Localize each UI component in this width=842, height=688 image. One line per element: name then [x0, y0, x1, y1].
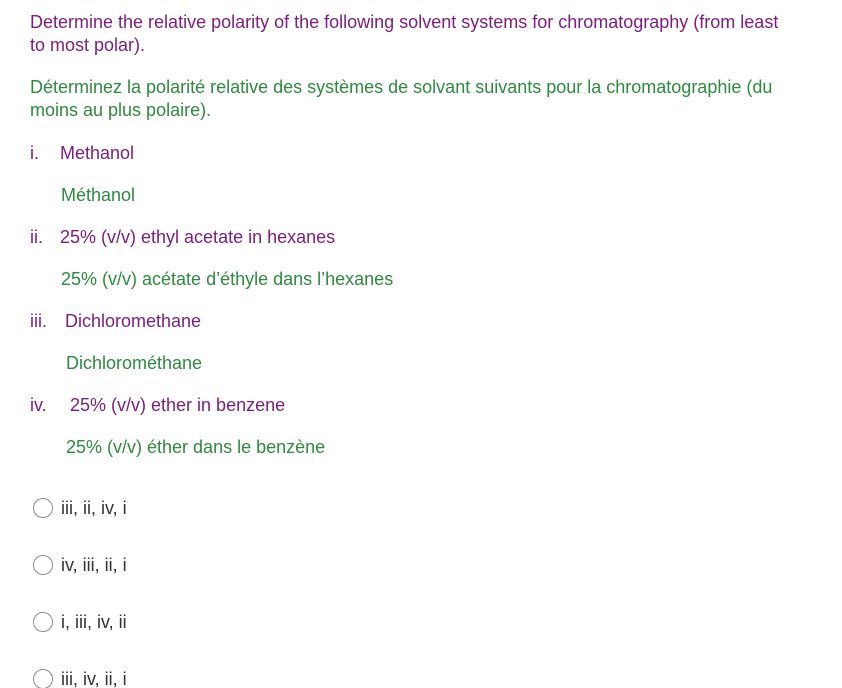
- radio-button[interactable]: [33, 669, 53, 688]
- solvent-name-french: 25% (v/v) acétate d’éthyle dans l’hexanes: [61, 269, 394, 289]
- answer-option-3[interactable]: [33, 610, 127, 634]
- radio-button[interactable]: [33, 555, 53, 575]
- list-numeral: iv.: [30, 395, 47, 415]
- solvent-name-english: Dichloromethane: [65, 311, 202, 331]
- option-label: iii, iv, ii, i: [61, 669, 127, 688]
- solvent-name-french: 25% (v/v) éther dans le benzène: [66, 437, 326, 457]
- option-label: iii, ii, iv, i: [61, 498, 127, 518]
- list-numeral: i.: [30, 143, 39, 163]
- radio-button[interactable]: [33, 498, 53, 518]
- option-label: iv, iii, ii, i: [61, 555, 127, 575]
- answer-option-1[interactable]: [33, 496, 127, 520]
- answer-option-2[interactable]: [33, 553, 127, 577]
- list-numeral: ii.: [30, 227, 43, 247]
- list-item-1: [30, 142, 134, 165]
- option-label: i, iii, iv, ii: [61, 612, 127, 632]
- question-text-french: Déterminez la polarité relative des systèmes de solvant suivants pour la chromatographie (du moins au plus polaire).: [30, 77, 773, 120]
- question-text-english: Determine the relative polarity of the following solvent systems for chromatography (from least to most polar).: [30, 12, 779, 55]
- solvent-name-english: Methanol: [60, 143, 135, 163]
- list-item-4: [30, 394, 285, 417]
- list-item-3: [30, 310, 201, 333]
- radio-button[interactable]: [33, 612, 53, 632]
- solvent-name-english: 25% (v/v) ether in benzene: [70, 395, 286, 415]
- list-numeral: iii.: [30, 311, 47, 331]
- solvent-name-french: Dichlorométhane: [66, 353, 203, 373]
- question-prompt: [30, 11, 790, 122]
- list-item-2: [30, 226, 335, 249]
- solvent-name-english: 25% (v/v) ethyl acetate in hexanes: [60, 227, 336, 247]
- solvent-name-french: Méthanol: [61, 185, 136, 205]
- answer-option-4[interactable]: [33, 667, 127, 688]
